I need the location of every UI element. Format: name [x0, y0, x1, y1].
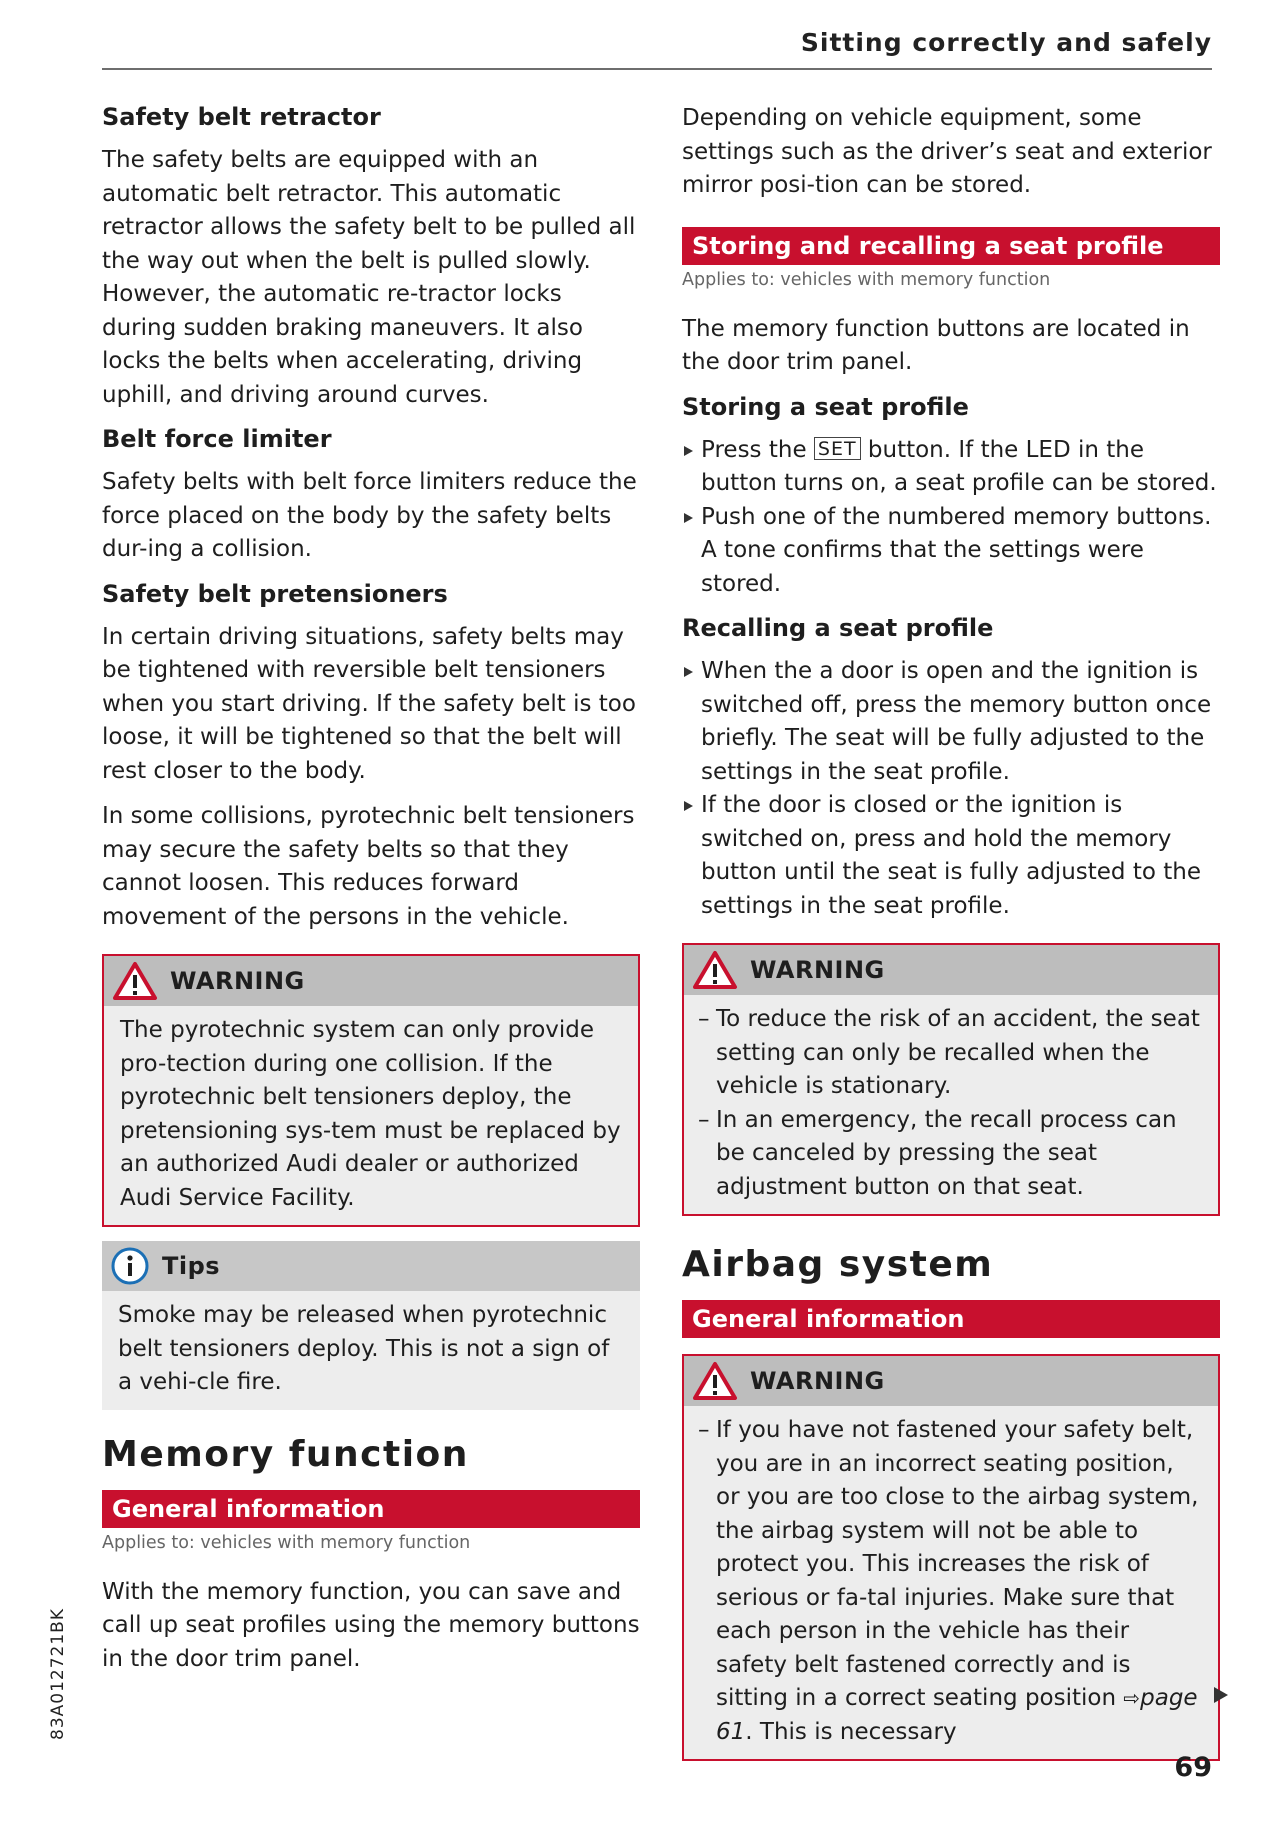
memory-function-heading: Memory function: [102, 1433, 469, 1475]
warning-title: WARNING: [750, 1367, 885, 1395]
limiter-heading: Belt force limiter: [102, 425, 332, 453]
settings-intro-text: Depending on vehicle equipment, some settings such as the driver’s seat and exterior mirror posi-tion can be stored.: [682, 105, 1212, 198]
warning-item-2: – In an emergency, the recall process can be canceled by pressing the seat adjustment button on that seat.: [698, 1106, 1177, 1200]
tips-body: Smoke may be released when pyrotechnic belt tensioners deploy. This is not a sign of a vehi-cle fire.: [118, 1302, 610, 1395]
airbag-warning-tail: . This is necessary: [745, 1718, 957, 1745]
storing-step-2: [682, 501, 1220, 602]
pretensioners-heading: Safety belt pretensioners: [102, 579, 448, 608]
warning-box-airbag: [682, 1354, 1220, 1761]
continue-arrow-icon: [1214, 1687, 1228, 1703]
airbag-warning-item: – If you have not fastened your safety belt, you are in an incorrect seating position, or you are too close to the airbag system, the airbag system will not be able to protect you. This increases the risk of serious or fa-tal injuries. Make sure that each person in the vehicle has their safety belt fastened correctly and is sitting in a correct seating position ⇨page 61. This is necessary: [698, 1417, 1199, 1745]
bullet-arrow-icon: [684, 801, 693, 811]
recalling-step-2-text: If the door is closed or the ignition is switched on, press and hold the memory button until the seat is fully adjusted to the settings in the seat profile.: [701, 792, 1201, 919]
recalling-step-2: [682, 789, 1220, 923]
storing-recalling-bar: Storing and recalling a seat profile: [682, 227, 1220, 265]
document-code: 83A012721BK: [48, 1608, 68, 1740]
warning-body: The pyrotechnic system can only provide pro-tection during one collision. If the pyrotechnic belt tensioners deploy, the pretensioning sys-tem must be replaced by an authorized Audi dealer or authorized Audi Service Facility.: [120, 1017, 621, 1211]
airbag-system-heading: Airbag system: [682, 1244, 994, 1285]
airbag-general-info-bar: General information: [682, 1300, 1220, 1338]
airbag-warning-text: If you have not fastened your safety belt, you are in an incorrect seating position, or you are too close to the airbag system, the airbag system will not be able to protect you. This increases the risk of serious or fa-tal injuries. Make sure that each person in the vehicle has their safety belt fastened correctly and is sitting in a correct seating position: [716, 1417, 1199, 1711]
recalling-heading: Recalling a seat profile: [682, 614, 994, 642]
page-link-arrow-icon: ⇨: [1123, 1686, 1141, 1710]
limiter-text: Safety belts with belt force limiters reduce the force placed on the body by the safety belts dur-ing a collision.: [102, 469, 637, 562]
tips-box-header: [102, 1241, 640, 1291]
warning-triangle-icon: [692, 950, 738, 990]
warning-item-1-text: To reduce the risk of an accident, the seat setting can only be recalled when the vehicle is stationary.: [716, 1006, 1200, 1099]
storing-step-1: [682, 434, 1220, 501]
info-icon: [110, 1246, 150, 1286]
warning-title: WARNING: [170, 967, 305, 995]
set-key-label: SET: [814, 437, 861, 460]
memory-general-info-bar: General information: [102, 1490, 640, 1528]
storing-applies-note: Applies to: vehicles with memory function: [682, 269, 1051, 290]
warning-body: [684, 995, 1218, 1214]
recalling-step-1: [682, 655, 1220, 789]
tips-box: [102, 1241, 640, 1410]
storing-step-1-pre: Press the: [701, 436, 807, 463]
left-column: [102, 102, 640, 1676]
running-header-title: Sitting correctly and safely: [800, 28, 1212, 57]
retractor-text: The safety belts are equipped with an automatic belt retractor. This automatic retractor allows the safety belt to be pulled all the way out when the belt is pulled slowly. However, the automatic re-tractor locks during sudden braking maneuvers. It also locks the belts when accelerating, driving uphill, and driving around curves.: [102, 147, 636, 408]
bullet-arrow-icon: [684, 446, 693, 456]
bullet-arrow-icon: [684, 513, 693, 523]
warning-box-header: [684, 1356, 1218, 1406]
header-divider: [102, 68, 1212, 70]
warning-item-2-text: In an emergency, the recall process can be canceled by pressing the seat adjustment button on that seat.: [716, 1106, 1177, 1200]
warning-triangle-icon: [692, 1361, 738, 1401]
storing-step-1-post: button. If the LED in the button turns on, a seat profile can be stored.: [701, 436, 1217, 496]
pretensioners-text-1: In certain driving situations, safety belts may be tightened with reversible belt tensioners when you start driving. If the safety belt is too loose, it will be tightened so that the belt will rest closer to the body.: [102, 623, 636, 784]
warning-box-header: [104, 956, 638, 1006]
memory-intro-text: With the memory function, you can save and call up seat profiles using the memory buttons in the door trim panel.: [102, 1578, 640, 1672]
warning-triangle-icon: [112, 961, 158, 1001]
right-column: [682, 102, 1220, 1761]
memory-buttons-location-text: The memory function buttons are located in the door trim panel.: [682, 315, 1190, 375]
storing-step-2-text: Push one of the numbered memory buttons. A tone confirms that the settings were stored.: [701, 503, 1212, 597]
storing-heading: Storing a seat profile: [682, 392, 969, 421]
warning-box-pyrotechnic: [102, 954, 640, 1227]
retractor-heading: Safety belt retractor: [102, 103, 381, 131]
warning-box-header: [684, 945, 1218, 995]
warning-body: [684, 1406, 1218, 1759]
warning-box-recall: [682, 943, 1220, 1216]
warning-item-1: – To reduce the risk of an accident, the seat setting can only be recalled when the vehicle is stationary.: [698, 1006, 1200, 1099]
page-number: 69: [1174, 1752, 1212, 1783]
memory-applies-note: Applies to: vehicles with memory function: [102, 1532, 471, 1553]
recalling-step-1-text: When the a door is open and the ignition is switched off, press the memory button once briefly. The seat will be fully adjusted to the settings in the seat profile.: [701, 658, 1212, 785]
warning-title: WARNING: [750, 956, 885, 984]
tips-title: Tips: [162, 1252, 221, 1280]
page-reference-link[interactable]: page 61: [716, 1685, 1198, 1745]
pretensioners-text-2: In some collisions, pyrotechnic belt tensioners may secure the safety belts so that they cannot loosen. This reduces forward movement of the persons in the vehicle.: [102, 803, 635, 930]
bullet-arrow-icon: [684, 667, 693, 677]
